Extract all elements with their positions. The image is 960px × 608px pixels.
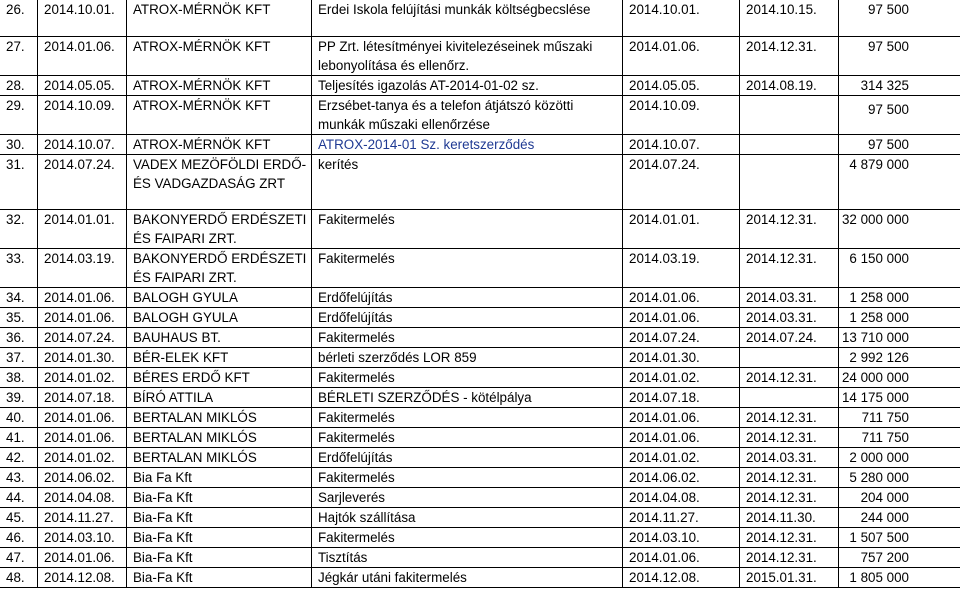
cell-start: 2014.01.06. bbox=[623, 37, 740, 76]
table-row bbox=[0, 428, 960, 448]
cell-amount: 2 992 126 bbox=[839, 348, 960, 368]
cell-amount: 1 507 500 bbox=[839, 528, 960, 548]
table-row bbox=[0, 488, 960, 508]
cell-end: 2014.12.31. bbox=[740, 428, 839, 448]
table-row bbox=[0, 210, 960, 249]
cell-date: 2014.01.06. bbox=[38, 428, 127, 448]
cell-amount: 13 710 000 bbox=[839, 328, 960, 348]
cell-amount: 1 805 000 bbox=[839, 568, 960, 588]
cell-end: 2014.03.31. bbox=[740, 288, 839, 308]
cell-start: 2014.03.10. bbox=[623, 528, 740, 548]
cell-end: 2014.03.31. bbox=[740, 308, 839, 328]
cell-amount: 4 879 000 bbox=[839, 155, 960, 210]
cell-date: 2014.01.06. bbox=[38, 37, 127, 76]
table-row bbox=[0, 508, 960, 528]
cell-no: 35. bbox=[0, 308, 38, 328]
cell-subject: Hajtók szállítása bbox=[312, 508, 623, 528]
cell-end: 2014.12.31. bbox=[740, 468, 839, 488]
cell-start: 2014.01.02. bbox=[623, 368, 740, 388]
cell-amount: 204 000 bbox=[839, 488, 960, 508]
cell-end bbox=[740, 388, 839, 408]
cell-end bbox=[740, 96, 839, 135]
cell-no: 45. bbox=[0, 508, 38, 528]
cell-subject: Tisztítás bbox=[312, 548, 623, 568]
cell-end bbox=[740, 135, 839, 155]
cell-subject: BÉRLETI SZERZŐDÉS - kötélpálya bbox=[312, 388, 623, 408]
cell-date: 2014.03.19. bbox=[38, 249, 127, 288]
cell-date: 2014.01.06. bbox=[38, 308, 127, 328]
cell-date: 2014.05.05. bbox=[38, 76, 127, 96]
table-row bbox=[0, 135, 960, 155]
cell-amount: 2 000 000 bbox=[839, 448, 960, 468]
cell-amount: 32 000 000 bbox=[839, 210, 960, 249]
cell-amount: 244 000 bbox=[839, 508, 960, 528]
cell-subject: ATROX-2014-01 Sz. keretszerződés bbox=[312, 135, 623, 155]
cell-amount: 97 500 bbox=[839, 135, 960, 155]
cell-end bbox=[740, 155, 839, 210]
cell-subject: Erzsébet-tanya és a telefon átjátszó közötti munkák műszaki ellenőrzése bbox=[312, 96, 623, 135]
cell-subject: kerítés bbox=[312, 155, 623, 210]
cell-start: 2014.11.27. bbox=[623, 508, 740, 528]
cell-partner: BALOGH GYULA bbox=[127, 308, 312, 328]
cell-date: 2014.07.18. bbox=[38, 388, 127, 408]
cell-date: 2014.07.24. bbox=[38, 328, 127, 348]
cell-subject: Fakitermelés bbox=[312, 210, 623, 249]
cell-date: 2014.01.02. bbox=[38, 448, 127, 468]
cell-end: 2014.12.31. bbox=[740, 249, 839, 288]
cell-amount: 97 500 bbox=[839, 0, 960, 37]
table-row bbox=[0, 0, 960, 37]
cell-amount: 711 750 bbox=[839, 408, 960, 428]
cell-date: 2014.06.02. bbox=[38, 468, 127, 488]
table-row bbox=[0, 408, 960, 428]
cell-date: 2014.04.08. bbox=[38, 488, 127, 508]
cell-date: 2014.12.08. bbox=[38, 568, 127, 588]
table-row bbox=[0, 468, 960, 488]
cell-no: 41. bbox=[0, 428, 38, 448]
table-row bbox=[0, 348, 960, 368]
cell-start: 2014.03.19. bbox=[623, 249, 740, 288]
cell-subject: Fakitermelés bbox=[312, 368, 623, 388]
cell-partner: Bia Fa Kft bbox=[127, 468, 312, 488]
cell-end bbox=[740, 348, 839, 368]
cell-no: 30. bbox=[0, 135, 38, 155]
cell-no: 28. bbox=[0, 76, 38, 96]
cell-no: 39. bbox=[0, 388, 38, 408]
cell-subject: Fakitermelés bbox=[312, 328, 623, 348]
cell-partner: ATROX-MÉRNÖK KFT bbox=[127, 135, 312, 155]
cell-start: 2014.10.07. bbox=[623, 135, 740, 155]
cell-subject: Erdőfelújítás bbox=[312, 448, 623, 468]
cell-start: 2014.05.05. bbox=[623, 76, 740, 96]
cell-end: 2014.12.31. bbox=[740, 488, 839, 508]
cell-end: 2014.08.19. bbox=[740, 76, 839, 96]
cell-end: 2014.03.31. bbox=[740, 448, 839, 468]
cell-no: 29. bbox=[0, 96, 38, 135]
cell-no: 44. bbox=[0, 488, 38, 508]
cell-end: 2014.07.24. bbox=[740, 328, 839, 348]
cell-date: 2014.07.24. bbox=[38, 155, 127, 210]
table-row bbox=[0, 155, 960, 210]
cell-start: 2014.01.02. bbox=[623, 448, 740, 468]
cell-end: 2014.12.31. bbox=[740, 528, 839, 548]
cell-partner: Bia-Fa Kft bbox=[127, 488, 312, 508]
cell-no: 34. bbox=[0, 288, 38, 308]
cell-amount: 14 175 000 bbox=[839, 388, 960, 408]
cell-no: 36. bbox=[0, 328, 38, 348]
cell-partner: ATROX-MÉRNÖK KFT bbox=[127, 37, 312, 76]
cell-start: 2014.01.06. bbox=[623, 548, 740, 568]
cell-partner: BALOGH GYULA bbox=[127, 288, 312, 308]
cell-end: 2014.11.30. bbox=[740, 508, 839, 528]
cell-subject: PP Zrt. létesítményei kivitelezéseinek műszaki lebonyolítása és ellenőrz. bbox=[312, 37, 623, 76]
cell-partner: BÍRÓ ATTILA bbox=[127, 388, 312, 408]
cell-start: 2014.04.08. bbox=[623, 488, 740, 508]
cell-end: 2014.12.31. bbox=[740, 37, 839, 76]
cell-subject: Fakitermelés bbox=[312, 249, 623, 288]
cell-start: 2014.01.06. bbox=[623, 428, 740, 448]
cell-date: 2014.01.02. bbox=[38, 368, 127, 388]
table-row bbox=[0, 548, 960, 568]
cell-amount: 5 280 000 bbox=[839, 468, 960, 488]
cell-date: 2014.01.30. bbox=[38, 348, 127, 368]
cell-start: 2014.07.18. bbox=[623, 388, 740, 408]
cell-partner: BAUHAUS BT. bbox=[127, 328, 312, 348]
cell-amount: 757 200 bbox=[839, 548, 960, 568]
cell-partner: BAKONYERDŐ ERDÉSZETI ÉS FAIPARI ZRT. bbox=[127, 249, 312, 288]
cell-end: 2014.12.31. bbox=[740, 210, 839, 249]
cell-no: 27. bbox=[0, 37, 38, 76]
cell-partner: ATROX-MÉRNÖK KFT bbox=[127, 96, 312, 135]
cell-no: 26. bbox=[0, 0, 38, 37]
cell-partner: ATROX-MÉRNÖK KFT bbox=[127, 0, 312, 37]
cell-partner: BAKONYERDŐ ERDÉSZETI ÉS FAIPARI ZRT. bbox=[127, 210, 312, 249]
table-row bbox=[0, 388, 960, 408]
cell-subject: Teljesítés igazolás AT-2014-01-02 sz. bbox=[312, 76, 623, 96]
cell-end: 2015.01.31. bbox=[740, 568, 839, 588]
cell-end: 2014.10.15. bbox=[740, 0, 839, 37]
cell-partner: Bia-Fa Kft bbox=[127, 528, 312, 548]
cell-subject: Fakitermelés bbox=[312, 428, 623, 448]
cell-date: 2014.01.06. bbox=[38, 408, 127, 428]
cell-partner: VADEX MEZÖFÖLDI ERDŐ- ÉS VADGAZDASÁG ZRT bbox=[127, 155, 312, 210]
cell-amount: 314 325 bbox=[839, 76, 960, 96]
table-row bbox=[0, 37, 960, 76]
cell-date: 2014.01.06. bbox=[38, 288, 127, 308]
cell-amount: 1 258 000 bbox=[839, 288, 960, 308]
cell-start: 2014.06.02. bbox=[623, 468, 740, 488]
table-row bbox=[0, 76, 960, 96]
cell-start: 2014.01.30. bbox=[623, 348, 740, 368]
cell-no: 40. bbox=[0, 408, 38, 428]
cell-start: 2014.07.24. bbox=[623, 155, 740, 210]
cell-start: 2014.10.01. bbox=[623, 0, 740, 37]
cell-date: 2014.10.09. bbox=[38, 96, 127, 135]
cell-end: 2014.12.31. bbox=[740, 548, 839, 568]
cell-partner: BERTALAN MIKLÓS bbox=[127, 428, 312, 448]
cell-partner: BÉRES ERDŐ KFT bbox=[127, 368, 312, 388]
cell-no: 38. bbox=[0, 368, 38, 388]
cell-no: 32. bbox=[0, 210, 38, 249]
table-row bbox=[0, 528, 960, 548]
cell-start: 2014.01.06. bbox=[623, 308, 740, 328]
table-row bbox=[0, 568, 960, 588]
cell-amount: 97 500 bbox=[839, 37, 960, 76]
cell-subject: Fakitermelés bbox=[312, 528, 623, 548]
cell-no: 31. bbox=[0, 155, 38, 210]
cell-amount: 24 000 000 bbox=[839, 368, 960, 388]
cell-no: 33. bbox=[0, 249, 38, 288]
cell-start: 2014.10.09. bbox=[623, 96, 740, 135]
cell-date: 2014.03.10. bbox=[38, 528, 127, 548]
cell-subject: bérleti szerződés LOR 859 bbox=[312, 348, 623, 368]
cell-end: 2014.12.31. bbox=[740, 408, 839, 428]
table-row bbox=[0, 448, 960, 468]
table-row bbox=[0, 328, 960, 348]
cell-no: 37. bbox=[0, 348, 38, 368]
cell-subject: Fakitermelés bbox=[312, 408, 623, 428]
cell-start: 2014.01.06. bbox=[623, 288, 740, 308]
cell-partner: BERTALAN MIKLÓS bbox=[127, 408, 312, 428]
cell-subject: Erdőfelújítás bbox=[312, 288, 623, 308]
cell-no: 47. bbox=[0, 548, 38, 568]
cell-amount: 97 500 bbox=[839, 96, 960, 135]
cell-subject: Sarjleverés bbox=[312, 488, 623, 508]
table-row bbox=[0, 288, 960, 308]
table-row bbox=[0, 96, 960, 135]
cell-date: 2014.11.27. bbox=[38, 508, 127, 528]
cell-no: 46. bbox=[0, 528, 38, 548]
cell-subject: Erdei Iskola felújítási munkák költségbecslése bbox=[312, 0, 623, 37]
cell-amount: 6 150 000 bbox=[839, 249, 960, 288]
cell-subject: Jégkár utáni fakitermelés bbox=[312, 568, 623, 588]
cell-partner: Bia-Fa Kft bbox=[127, 568, 312, 588]
cell-no: 48. bbox=[0, 568, 38, 588]
cell-partner: ATROX-MÉRNÖK KFT bbox=[127, 76, 312, 96]
cell-start: 2014.01.06. bbox=[623, 408, 740, 428]
cell-start: 2014.07.24. bbox=[623, 328, 740, 348]
cell-date: 2014.01.01. bbox=[38, 210, 127, 249]
cell-start: 2014.12.08. bbox=[623, 568, 740, 588]
cell-subject: Erdőfelújítás bbox=[312, 308, 623, 328]
cell-start: 2014.01.01. bbox=[623, 210, 740, 249]
cell-subject: Fakitermelés bbox=[312, 468, 623, 488]
cell-amount: 711 750 bbox=[839, 428, 960, 448]
cell-date: 2014.10.07. bbox=[38, 135, 127, 155]
cell-end: 2014.12.31. bbox=[740, 368, 839, 388]
cell-date: 2014.10.01. bbox=[38, 0, 127, 37]
cell-partner: Bia-Fa Kft bbox=[127, 508, 312, 528]
table-row bbox=[0, 249, 960, 288]
table-row bbox=[0, 368, 960, 388]
table-row bbox=[0, 308, 960, 328]
cell-partner: BÉR-ELEK KFT bbox=[127, 348, 312, 368]
cell-date: 2014.01.06. bbox=[38, 548, 127, 568]
cell-no: 43. bbox=[0, 468, 38, 488]
cell-amount: 1 258 000 bbox=[839, 308, 960, 328]
cell-partner: Bia-Fa Kft bbox=[127, 548, 312, 568]
cell-partner: BERTALAN MIKLÓS bbox=[127, 448, 312, 468]
cell-no: 42. bbox=[0, 448, 38, 468]
